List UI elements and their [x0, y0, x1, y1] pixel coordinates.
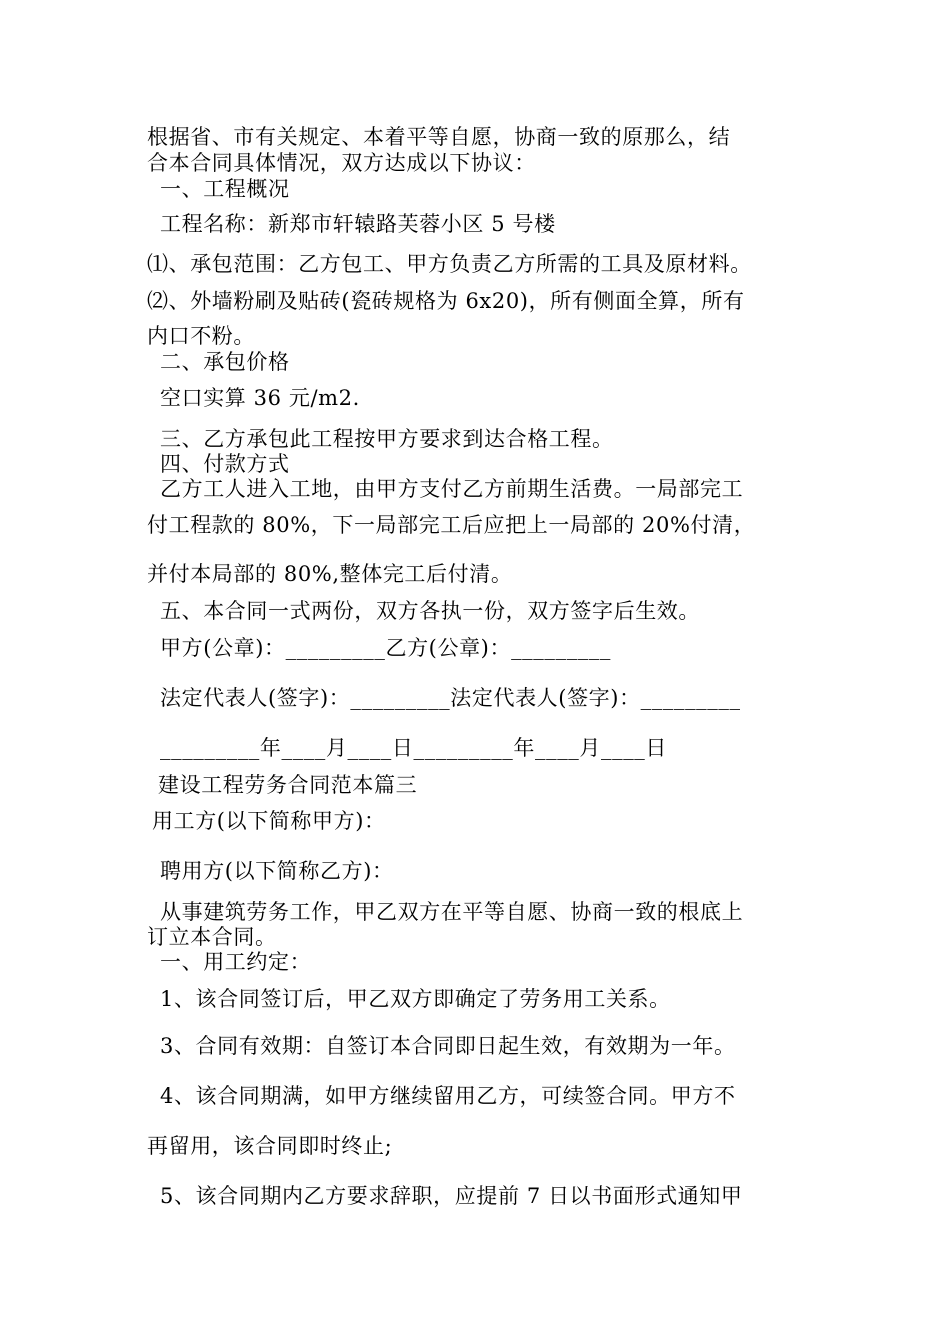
paragraph-line: 聘用方(以下简称乙方)： [160, 859, 394, 883]
section-heading: 一、用工约定： [160, 950, 312, 974]
clause-line: 3、合同有效期：自签订本合同即日起生效，有效期为一年。 [160, 1034, 736, 1058]
clause-line: 4、该合同期满，如甲方继续留用乙方，可续签合同。甲方不 [160, 1084, 736, 1108]
section-heading: 二、承包价格 [160, 350, 290, 374]
paragraph-line: 付工程款的 80%，下一局部完工后应把上一局部的 20%付清， [147, 513, 756, 537]
section-heading: 一、工程概况 [160, 177, 290, 201]
date-line: _________年____月____日_________年____月____日 [160, 736, 667, 760]
document-section-title: 建设工程劳务合同范本篇三 [158, 773, 418, 797]
paragraph-line: 并付本局部的 80%,整体完工后付清。 [147, 562, 513, 586]
paragraph-line: 三、乙方承包此工程按甲方要求到达合格工程。 [160, 427, 614, 451]
section-heading: 四、付款方式 [160, 452, 290, 476]
paragraph-line: 空口实算 36 元/m2. [160, 386, 360, 410]
paragraph-line: ⑴、承包范围：乙方包工、甲方负责乙方所需的工具及原材料。 [147, 252, 752, 276]
paragraph-line: 内口不粉。 [147, 324, 255, 348]
clause-line: 5、该合同期内乙方要求辞职，应提前 7 日以书面形式通知甲 [160, 1184, 743, 1208]
paragraph-line: 根据省、市有关规定、本着平等自愿，协商一致的原那么，结 [147, 125, 731, 149]
paragraph-line: 乙方工人进入工地，由甲方支付乙方前期生活费。一局部完工 [160, 477, 744, 501]
paragraph-line: ⑵、外墙粉刷及贴砖(瓷砖规格为 6x20)，所有侧面全算，所有 [147, 289, 745, 313]
paragraph-line: 订立本合同。 [147, 925, 277, 949]
paragraph-line: 再留用，该合同即时终止; [147, 1134, 393, 1158]
signature-line: 法定代表人(签字)：_________法定代表人(签字)：_________ [160, 686, 741, 710]
signature-line: 甲方(公章)：_________乙方(公章)：_________ [160, 636, 611, 660]
paragraph-line: 用工方(以下简称甲方)： [152, 809, 386, 833]
paragraph-line: 工程名称：新郑市轩辕路芙蓉小区 5 号楼 [160, 212, 556, 236]
paragraph-line: 五、本合同一式两份，双方各执一份，双方签字后生效。 [160, 599, 700, 623]
paragraph-line: 从事建筑劳务工作，甲乙双方在平等自愿、协商一致的根底上 [160, 900, 744, 924]
clause-line: 1、该合同签订后，甲乙双方即确定了劳务用工关系。 [160, 987, 671, 1011]
paragraph-line: 合本合同具体情况，双方达成以下协议： [147, 151, 536, 175]
